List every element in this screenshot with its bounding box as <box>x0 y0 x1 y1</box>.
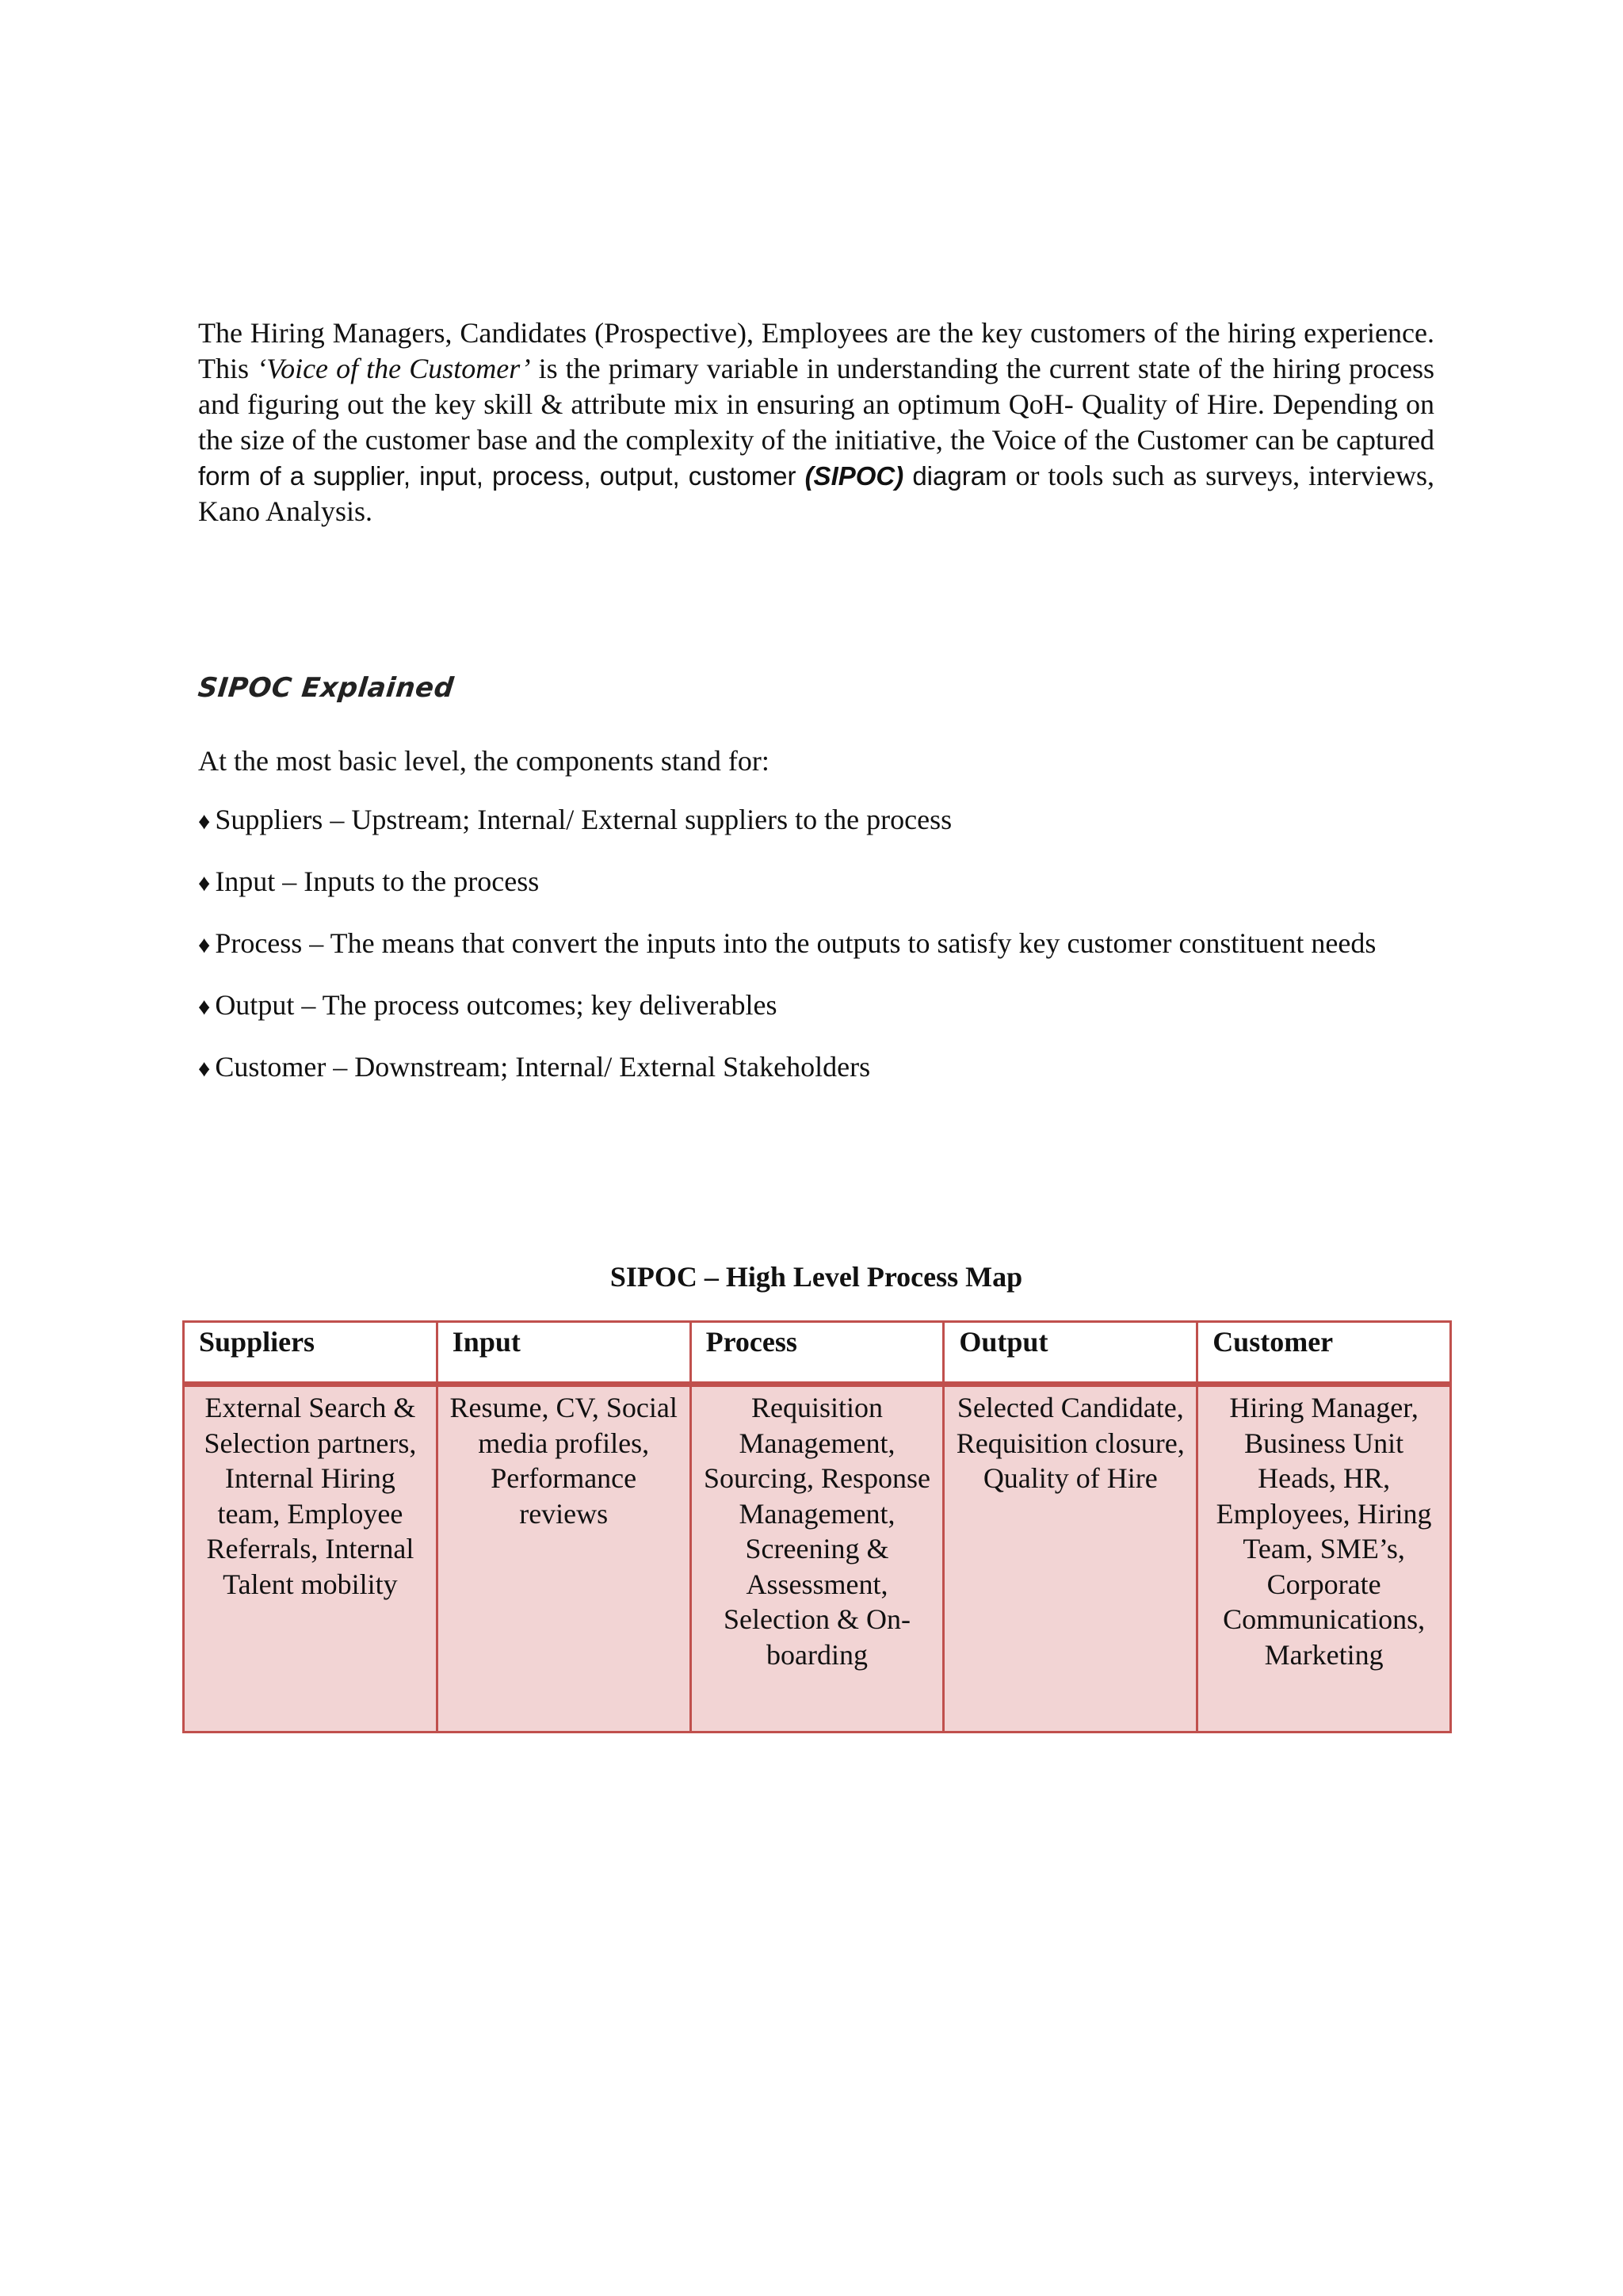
cell-customer: Hiring Manager, Business Unit Heads, HR, Employees, Hiring Team, SME’s, Corporate Communications, Marketing <box>1197 1385 1451 1733</box>
cell-suppliers: External Search & Selection partners, Internal Hiring team, Employee Referrals, Internal Talent mobility <box>184 1385 437 1733</box>
diamond-bullet-icon: ♦ <box>198 870 211 896</box>
cell-output: Selected Candidate, Requisition closure, Quality of Hire <box>944 1385 1197 1733</box>
intro-text-4: diagram <box>903 461 1007 491</box>
table-title: SIPOC – High Level Process Map <box>609 1261 1023 1293</box>
list-item <box>198 988 1434 1025</box>
header-output: Output <box>944 1322 1197 1385</box>
intro-text-3: form of a supplier, input, process, output, customer <box>198 461 805 491</box>
header-customer: Customer <box>1197 1322 1451 1385</box>
table-row <box>184 1385 1451 1733</box>
diamond-bullet-icon: ♦ <box>198 1056 211 1082</box>
intro-text-1: The Hiring Managers, Candidates (Prospective), Employees are the key customers of the hiring experience. This <box>198 317 1434 384</box>
table-header-row <box>184 1322 1451 1385</box>
section-lead: At the most basic level, the components stand for: <box>198 745 769 777</box>
intro-paragraph <box>198 315 1434 529</box>
cell-input: Resume, CV, Social media profiles, Performance reviews <box>437 1385 690 1733</box>
components-list <box>198 802 1434 1111</box>
list-item-text: Suppliers – Upstream; Internal/ External suppliers to the process <box>215 804 953 835</box>
header-process: Process <box>690 1322 944 1385</box>
list-item <box>198 802 1434 839</box>
diamond-bullet-icon: ♦ <box>198 808 211 835</box>
cell-process: Requisition Management, Sourcing, Response Management, Screening & Assessment, Selection & On-boarding <box>690 1385 944 1733</box>
voice-of-customer-phrase: ‘Voice of the Customer’ <box>257 353 531 384</box>
sipoc-term: (SIPOC) <box>804 461 904 491</box>
intro-text-5: or tools such as surveys, interviews, Kano Analysis. <box>198 460 1434 527</box>
list-item <box>198 926 1434 963</box>
list-item-text: Process – The means that convert the inputs into the outputs to satisfy key customer constituent needs <box>215 927 1377 959</box>
sipoc-table <box>182 1320 1452 1733</box>
intro-text-2: is the primary variable in understanding the current state of the hiring process and figuring out the key skill & attribute mix in ensuring an optimum QoH- Quality of Hire. Depending on the size of the customer base and the complexity of the initiative, the Voice of the Customer can be captured <box>198 353 1434 456</box>
list-item <box>198 1049 1434 1087</box>
list-item-text: Output – The process outcomes; key deliverables <box>215 989 777 1021</box>
header-suppliers: Suppliers <box>184 1322 437 1385</box>
header-input: Input <box>437 1322 690 1385</box>
list-item <box>198 864 1434 901</box>
diamond-bullet-icon: ♦ <box>198 994 211 1020</box>
list-item-text: Input – Inputs to the process <box>215 865 540 897</box>
list-item-text: Customer – Downstream; Internal/ External Stakeholders <box>215 1051 871 1083</box>
section-heading: SIPOC Explained <box>196 672 456 704</box>
diamond-bullet-icon: ♦ <box>198 932 211 958</box>
